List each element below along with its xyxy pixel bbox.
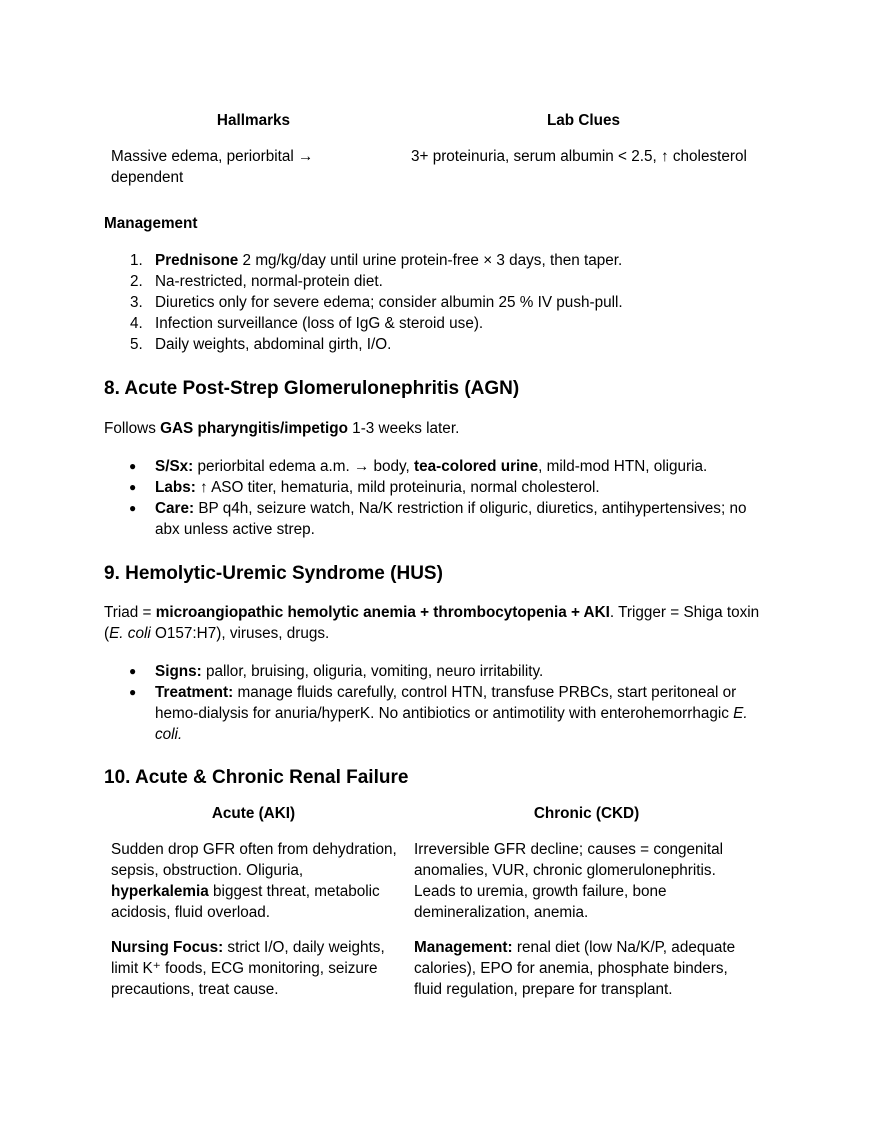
sx-label: S/Sx:: [155, 458, 194, 475]
labs-text: ↑ ASO titer, hematuria, mild proteinuria, normal cholesterol.: [195, 479, 600, 496]
triad-bold: microangiopathic hemolytic anemia + thrombocytopenia + AKI: [155, 604, 610, 621]
item-bold: Prednisone: [155, 252, 239, 269]
cell-lab-clues: 3+ proteinuria, serum albumin < 2.5, ↑ cholesterol: [411, 148, 747, 165]
item-text: 2 mg/kg/day until urine protein-free × 3 days, then taper.: [238, 252, 623, 269]
triad-italic: E. coli: [109, 625, 151, 642]
list-item: [155, 682, 770, 745]
sx-text: periorbital edema a.m. → body,: [193, 458, 415, 475]
cell-ckd-management: [414, 937, 754, 1000]
aki-text: Sudden drop GFR often from dehydration, sepsis, obstruction. Oliguria,: [111, 841, 397, 879]
hus-triad: [104, 602, 764, 644]
hus-heading: 9. Hemolytic-Uremic Syndrome (HUS): [104, 563, 443, 584]
ckd-mgmt-text: renal diet (low Na/K/P, adequate calories), EPO for anemia, phosphate binders, fluid regulation, prepare for transplant.: [414, 939, 736, 998]
list-item: [155, 477, 770, 498]
header-acute: Acute (AKI): [211, 805, 296, 822]
treatment-label: Treatment:: [155, 684, 234, 701]
treatment-italic: E. coli.: [155, 705, 748, 743]
agn-heading: 8. Acute Post-Strep Glomerulonephritis (AGN): [104, 378, 520, 399]
ckd-mgmt-label: Management:: [414, 939, 513, 956]
treatment-text: manage fluids carefully, control HTN, transfuse PRBCs, start peritoneal or hemo-dialysis for anuria/hyperK. No antibiotics or antimotility with enterohemorrhagic: [155, 684, 737, 722]
signs-label: Signs:: [155, 663, 202, 680]
intro-text: Follows: [104, 420, 161, 437]
management-list: [104, 250, 775, 355]
cell-ckd: Irreversible GFR decline; causes = congenital anomalies, VUR, chronic glomerulonephritis. Leads to uremia, growth failure, bone demineralization, anemia.: [414, 841, 724, 921]
triad-text-mid: . Trigger = Shiga toxin (: [104, 604, 760, 642]
intro-text-end: 1-3 weeks later.: [347, 420, 460, 437]
header-hallmarks: Hallmarks: [216, 112, 291, 129]
aki-text-end: biggest threat, metabolic acidosis, fluid overload.: [111, 883, 380, 921]
list-item: [155, 250, 775, 271]
list-item: [155, 661, 770, 682]
list-item: [155, 292, 775, 313]
table-header-row: [104, 110, 776, 132]
item-text: Daily weights, abdominal girth, I/O.: [155, 336, 392, 353]
list-item: [155, 456, 770, 477]
intro-bold: GAS pharyngitis/impetigo: [160, 420, 348, 437]
item-text: Infection surveillance (loss of IgG & steroid use).: [155, 315, 484, 332]
nursing-text: strict I/O, daily weights, limit K⁺ foods, ECG monitoring, seizure precautions, treat cause.: [111, 939, 385, 998]
cell-hallmarks: Massive edema, periorbital → dependent: [111, 148, 314, 186]
labs-label: Labs:: [155, 479, 196, 496]
triad-text-end: O157:H7), viruses, drugs.: [150, 625, 330, 642]
agn-intro: [104, 418, 764, 439]
cell-nursing-focus: [111, 937, 401, 1000]
renal-heading: 10. Acute & Chronic Renal Failure: [104, 767, 409, 788]
item-text: Na-restricted, normal-protein diet.: [155, 273, 383, 290]
hus-list: [104, 661, 770, 745]
list-item: [155, 334, 775, 355]
aki-bold: hyperkalemia: [111, 883, 209, 900]
care-label: Care:: [155, 500, 195, 517]
cell-aki: [111, 839, 401, 923]
management-heading: Management: [104, 215, 198, 232]
sx-text-end: , mild-mod HTN, oliguria.: [538, 458, 708, 475]
list-item: [155, 271, 775, 292]
agn-list: [104, 456, 770, 540]
sx-bold: tea-colored urine: [414, 458, 539, 475]
signs-text: pallor, bruising, oliguria, vomiting, neuro irritability.: [201, 663, 544, 680]
care-text: BP q4h, seizure watch, Na/K restriction if oliguric, diuretics, antihypertensives; no abx unless active strep.: [155, 500, 747, 538]
triad-text: Triad =: [104, 604, 156, 621]
list-item: [155, 313, 775, 334]
header-chronic: Chronic (CKD): [533, 805, 640, 822]
item-text: Diuretics only for severe edema; consider albumin 25 % IV push-pull.: [155, 294, 623, 311]
header-lab-clues: Lab Clues: [546, 112, 621, 129]
nursing-label: Nursing Focus:: [111, 939, 224, 956]
list-item: [155, 498, 770, 540]
